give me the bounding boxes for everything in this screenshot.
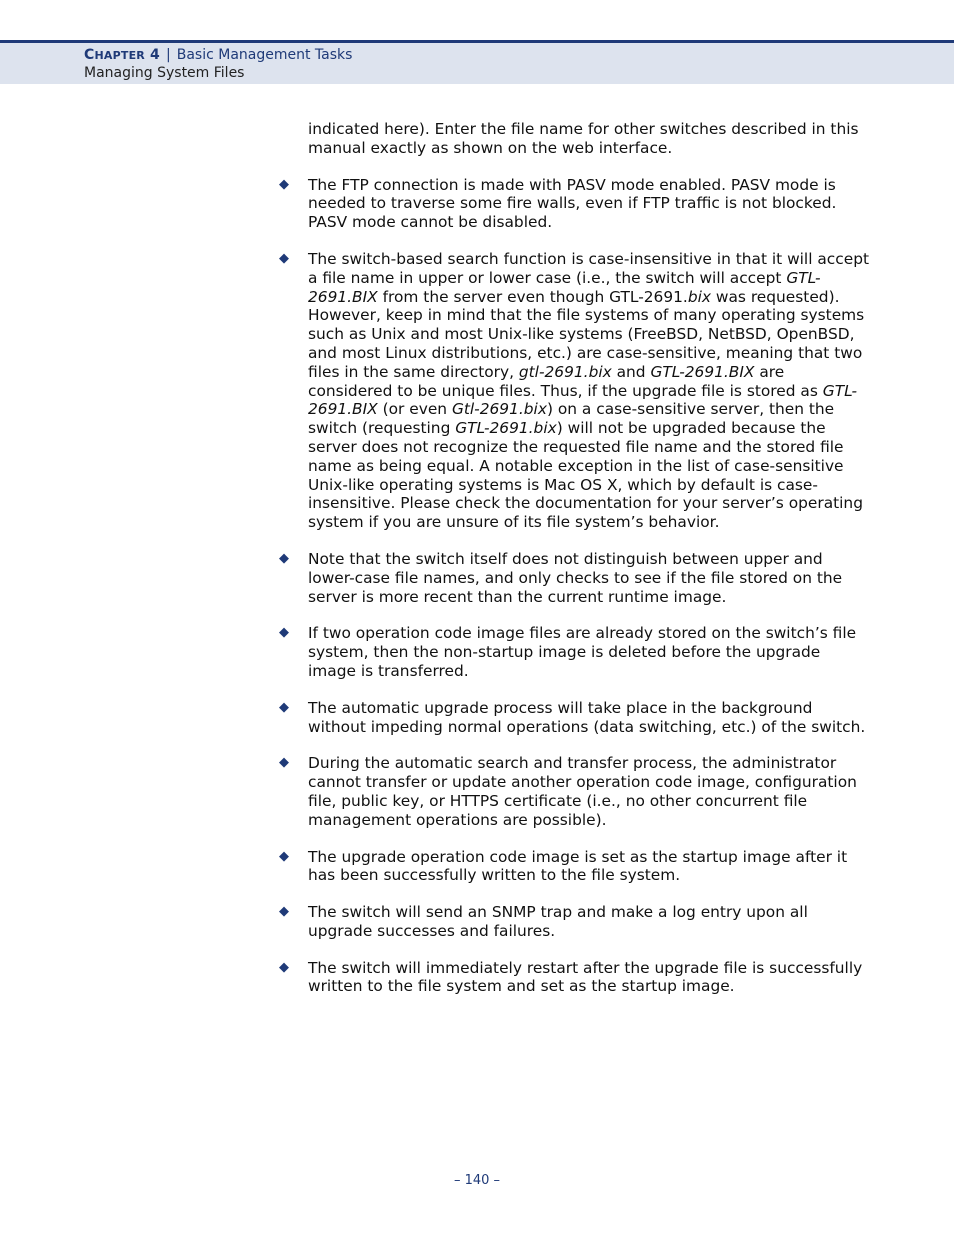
diamond-bullet-icon: ◆: [279, 904, 289, 920]
diamond-bullet-icon: ◆: [279, 550, 289, 566]
filename-italic: GTL-2691.BIX: [308, 268, 821, 306]
bullet-item: [279, 550, 869, 606]
text-run: The switch will immediately restart after the upgrade file is successfully written to the file system and set as the startup image.: [308, 958, 863, 996]
section-title: Managing System Files: [84, 65, 245, 81]
bullet-item: [279, 959, 869, 997]
bullet-item: [279, 624, 869, 680]
diamond-bullet-icon: ◆: [279, 176, 289, 192]
filename-italic: bix: [687, 287, 711, 306]
page-number: – 140 –: [453, 1173, 501, 1188]
text-run: The switch-based search function is case-insensitive in that it will accept a file name in upper or lower case (i.e., the switch will accept: [308, 249, 870, 287]
bullet-item: [279, 903, 869, 941]
chapter-title: Basic Management Tasks: [176, 47, 353, 63]
page-header: [0, 40, 954, 84]
filename-italic: Gtl-2691.bix: [451, 400, 547, 419]
bullet-item: [279, 754, 869, 829]
filename-italic: GTL-2691.bix: [455, 419, 557, 438]
intro-paragraph: [279, 120, 869, 158]
diamond-bullet-icon: ◆: [279, 959, 289, 975]
diamond-bullet-icon: ◆: [279, 755, 289, 771]
chapter-label-rest: HAPTER: [94, 49, 145, 62]
diamond-bullet-icon: ◆: [279, 699, 289, 715]
bullet-item: [279, 176, 869, 232]
chapter-number: 4: [150, 47, 160, 63]
text-run: The FTP connection is made with PASV mode enabled. PASV mode is needed to traverse some fire walls, even if FTP traffic is not blocked. PASV mode cannot be disabled.: [308, 175, 837, 232]
header-separator: |: [166, 47, 171, 63]
text-run: indicated here). Enter the file name for other switches described in this manual exactly as shown on the web interface.: [308, 120, 859, 157]
text-run: If two operation code image files are already stored on the switch’s file system, then the non-startup image is deleted before the upgrade image is transferred.: [308, 624, 857, 680]
text-run: from the server even though GTL-2691.: [377, 287, 688, 306]
diamond-bullet-icon: ◆: [279, 848, 289, 864]
text-run: The upgrade operation code image is set as the startup image after it has been successfully written to the file system.: [308, 847, 848, 885]
text-run: (or even: [377, 400, 452, 419]
text-run: was requested). However, keep in mind that the file systems of many operating systems such as Unix and most Unix-like systems (FreeBSD, NetBSD, OpenBSD, and most Linux distributions, etc.) are case-sensitive, meaning that two files in the same directory,: [308, 287, 865, 381]
chapter-heading: [84, 47, 352, 63]
chapter-label-initial: C: [84, 47, 95, 63]
text-run: are considered to be unique files. Thus, if the upgrade file is stored as: [308, 362, 823, 400]
chapter-label: [84, 47, 160, 63]
bullet-item: [279, 699, 869, 737]
body-content: [279, 120, 869, 1014]
text-run: ) will not be upgraded because the server does not recognize the requested file name and the stored file name as being equal. A notable exception in the list of case-sensitive Unix-like operating systems is Mac OS X, which by default is case-insensitive. Please check the documentation for your server’s operating system if you are unsure of its file system’s behavior.: [308, 419, 863, 532]
text-run: ) on a case-sensitive server, then the switch (requesting: [308, 400, 835, 438]
diamond-bullet-icon: ◆: [279, 250, 289, 266]
bullet-item: [279, 250, 869, 532]
filename-italic: GTL-2691.BIX: [308, 381, 858, 419]
bullet-item: [279, 848, 869, 886]
diamond-bullet-icon: ◆: [279, 625, 289, 641]
text-run: The switch will send an SNMP trap and make a log entry upon all upgrade successes and failures.: [308, 903, 808, 940]
text-run: and: [611, 362, 651, 381]
text-run: Note that the switch itself does not distinguish between upper and lower-case file names, and only checks to see if the file stored on the server is more recent than the current runtime image.: [308, 549, 843, 606]
text-run: During the automatic search and transfer process, the administrator cannot transfer or update another operation code image, configuration file, public key, or HTTPS certificate (i.e., no other concurrent file management operations are possible).: [308, 754, 857, 829]
filename-italic: GTL-2691.BIX: [650, 362, 755, 381]
filename-italic: gtl-2691.bix: [518, 362, 612, 381]
text-run: The automatic upgrade process will take place in the background without impeding normal operations (data switching, etc.) of the switch.: [308, 698, 866, 736]
